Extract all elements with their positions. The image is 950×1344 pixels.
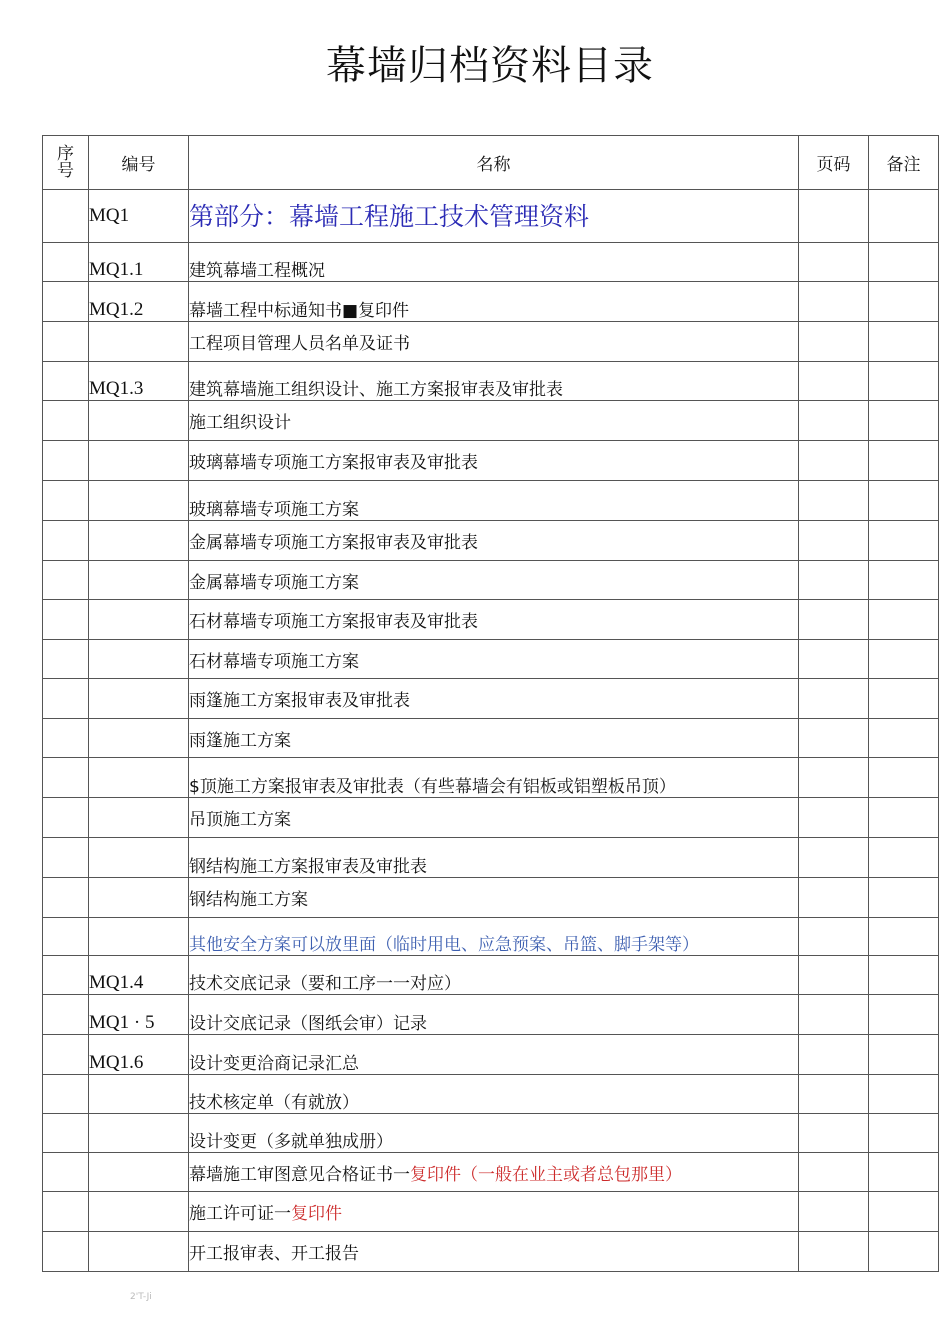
table-cell (869, 600, 939, 640)
table-row: $顶施工方案报审表及审批表（有些幕墙会有铝板或铝塑板吊顶） (43, 758, 939, 798)
table-cell (869, 758, 939, 798)
table-cell (43, 1192, 89, 1232)
table-cell (43, 640, 89, 679)
table-cell (43, 838, 89, 878)
table-row: 吊顶施工方案 (43, 798, 939, 838)
table-cell (799, 600, 869, 640)
table-cell (869, 441, 939, 481)
header-row (43, 136, 939, 190)
table-cell (799, 190, 869, 243)
table-cell (43, 521, 89, 561)
catalog-body (43, 190, 939, 1272)
table-row: 幕墙施工审图意见合格证书一复印件（一般在业主或者总包那里） (43, 1153, 939, 1192)
table-cell (869, 1035, 939, 1075)
table-cell (869, 918, 939, 956)
table-cell (869, 190, 939, 243)
table-cell (799, 481, 869, 521)
table-cell (43, 918, 89, 956)
table-row: MQ1.3 建筑幕墙施工组织设计、施工方案报审表及审批表 (43, 362, 939, 401)
table-row: MQ1.4 技术交底记录（要和工序一一对应） (43, 956, 939, 995)
table-cell (869, 481, 939, 521)
table-cell (869, 640, 939, 679)
table-cell (43, 600, 89, 640)
table-cell (43, 1153, 89, 1192)
table-cell (43, 878, 89, 918)
table-row: 设计变更（多就单独成册） (43, 1114, 939, 1153)
table-cell (869, 679, 939, 719)
table-cell (799, 640, 869, 679)
table-cell (43, 1232, 89, 1272)
footer-mark: 2'T-Ji (130, 1292, 152, 1302)
table-cell (799, 1035, 869, 1075)
table-cell (869, 322, 939, 362)
table-cell (869, 878, 939, 918)
header-code: 编号 (89, 136, 189, 190)
catalog-table (42, 135, 939, 1272)
table-cell (869, 719, 939, 758)
table-cell (43, 282, 89, 322)
table-cell (799, 956, 869, 995)
table-cell (869, 995, 939, 1035)
table-cell (869, 838, 939, 878)
table-row: 技术核定单（有就放） (43, 1075, 939, 1114)
table-cell (799, 282, 869, 322)
table-cell (43, 679, 89, 719)
table-row: MQ1 第部分：幕墙工程施工技术管理资料 (43, 190, 939, 243)
table-cell (43, 561, 89, 600)
table-cell (799, 1114, 869, 1153)
table-cell (869, 401, 939, 441)
table-cell (799, 362, 869, 401)
table-cell (43, 441, 89, 481)
table-cell (43, 798, 89, 838)
header-seq: 序 号 (43, 136, 89, 190)
table-row: 开工报审表、开工报告 (43, 1232, 939, 1272)
table-cell (869, 1114, 939, 1153)
table-cell (799, 521, 869, 561)
table-cell (43, 190, 89, 243)
table-row: 工程项目管理人员名单及证书 (43, 322, 939, 362)
header-name: 名称 (189, 136, 799, 190)
table-cell (869, 1075, 939, 1114)
header-page: 页码 (799, 136, 869, 190)
table-cell (799, 918, 869, 956)
table-cell (869, 956, 939, 995)
table-cell (43, 481, 89, 521)
table-row: MQ1.2 幕墙工程中标通知书■复印件 (43, 282, 939, 322)
table-row: 施工组织设计 (43, 401, 939, 441)
table-cell (799, 1153, 869, 1192)
table-cell (869, 362, 939, 401)
table-cell (43, 1035, 89, 1075)
table-cell (869, 282, 939, 322)
table-cell (869, 1153, 939, 1192)
table-cell (43, 362, 89, 401)
table-cell (43, 956, 89, 995)
table-cell (799, 679, 869, 719)
table-cell (799, 441, 869, 481)
table-row: 石材幕墙专项施工方案报审表及审批表 (43, 600, 939, 640)
table-row: 钢结构施工方案 (43, 878, 939, 918)
table-cell (43, 1075, 89, 1114)
table-row: 石材幕墙专项施工方案 (43, 640, 939, 679)
table-row: 雨篷施工方案 (43, 719, 939, 758)
table-cell (43, 322, 89, 362)
table-row: 玻璃幕墙专项施工方案报审表及审批表 (43, 441, 939, 481)
table-row: 雨篷施工方案报审表及审批表 (43, 679, 939, 719)
table-row: MQ1.6 设计变更洽商记录汇总 (43, 1035, 939, 1075)
table-cell (799, 1192, 869, 1232)
table-cell (869, 243, 939, 282)
table-cell (799, 401, 869, 441)
table-row: MQ1.1 建筑幕墙工程概况 (43, 243, 939, 282)
table-cell (43, 758, 89, 798)
header-note: 备注 (869, 136, 939, 190)
page-title: 幕墙归档资料目录 (326, 43, 654, 89)
table-cell (869, 521, 939, 561)
table-cell (799, 1075, 869, 1114)
table-row: 玻璃幕墙专项施工方案 (43, 481, 939, 521)
table-cell (43, 401, 89, 441)
table-cell (43, 995, 89, 1035)
table-row: 金属幕墙专项施工方案报审表及审批表 (43, 521, 939, 561)
table-cell (799, 1232, 869, 1272)
table-cell (799, 561, 869, 600)
table-cell (799, 995, 869, 1035)
table-cell (799, 798, 869, 838)
table-cell (43, 243, 89, 282)
table-cell (869, 798, 939, 838)
table-cell (799, 322, 869, 362)
table-cell (43, 719, 89, 758)
table-row: 钢结构施工方案报审表及审批表 (43, 838, 939, 878)
table-cell (799, 838, 869, 878)
table-cell (869, 561, 939, 600)
table-cell (799, 719, 869, 758)
table-cell (869, 1192, 939, 1232)
table-row: 其他安全方案可以放里面（临时用电、应急预案、吊篮、脚手架等） (43, 918, 939, 956)
table-cell (799, 758, 869, 798)
table-row: MQ1 · 5 设计交底记录（图纸会审）记录 (43, 995, 939, 1035)
table-cell (869, 1232, 939, 1272)
table-row: 施工许可证一复印件 (43, 1192, 939, 1232)
table-cell (43, 1114, 89, 1153)
table-row: 金属幕墙专项施工方案 (43, 561, 939, 600)
table-cell (799, 878, 869, 918)
table-cell (799, 243, 869, 282)
